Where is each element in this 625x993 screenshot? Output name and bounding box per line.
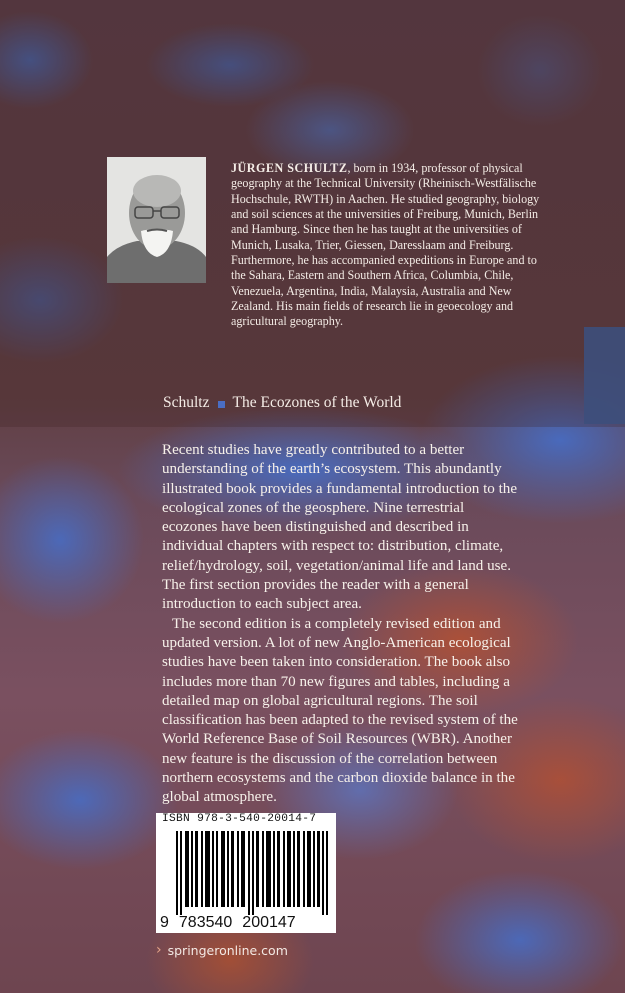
author-portrait-icon	[107, 157, 206, 283]
chevron-right-icon: ›	[156, 942, 162, 958]
author-photo	[107, 157, 206, 283]
square-separator-icon	[218, 401, 225, 408]
ean-group-1: 783540	[178, 914, 233, 931]
series-line	[163, 394, 401, 412]
publisher-url[interactable]: springeronline.com	[167, 942, 288, 958]
book-title: The Ecozones of the World	[232, 394, 402, 411]
ean-lead-digit: 9	[160, 914, 169, 931]
series-author: Schultz	[163, 394, 210, 411]
author-name: JÜRGEN SCHULTZ	[231, 161, 348, 175]
description-paragraph-1: Recent studies have greatly contributed to a better understanding of the earth’s ecosystem. This abundantly illustrated book provides a fundamental introduction to the ecological zones of the geosphere. Nine terrestrial ecozones have been distinguished and described in individual chapters with respect to: distribution, climate, relief/hydrology, soil, vegetation/animal life and land use. The first section provides the reader with a general introduction to each subject area.	[162, 442, 518, 613]
ean-group-2: 200147	[242, 914, 296, 931]
isbn-barcode	[156, 813, 336, 933]
barcode-icon	[176, 831, 328, 915]
author-bio	[231, 161, 543, 330]
decorative-side-block	[584, 327, 625, 424]
book-description	[162, 441, 520, 808]
description-paragraph-2: The second edition is a completely revised edition and updated version. A lot of new Anglo-American ecological studies have been taken into consideration. The book also includes more than 70 new figures and tables, including a detailed map on global agricultural regions. The soil classification has been adapted to the revised system of the World Reference Base of Soil Resources (WBR). Another new feature is the discussion of the correlation between northern ecosystems and the carbon dioxide balance in the global atmosphere.	[162, 615, 518, 806]
publisher-link[interactable]	[156, 942, 288, 958]
ean-digits	[160, 914, 332, 932]
isbn-number: ISBN 978-3-540-20014-7	[162, 813, 317, 825]
author-bio-text: , born in 1934, professor of physical geography at the Technical University (Rheinisch-Westfälische Hochschule, RWTH) in Aachen. He studied geography, biology and soil sciences at the universities of Freiburg, Munich, Berlin and Hamburg. Since then he has taught at the universities of Munich, Lusaka, Trier, Giessen, Daresslaam and Freiburg. Furthermore, he has accompanied expeditions in Europe and to the Sahara, Eastern and Southern Africa, Columbia, Chile, Venezuela, Argentina, India, Malaysia, Australia and New Zealand. His main fields of research lie in geoecology and agricultural geography.	[231, 161, 540, 329]
